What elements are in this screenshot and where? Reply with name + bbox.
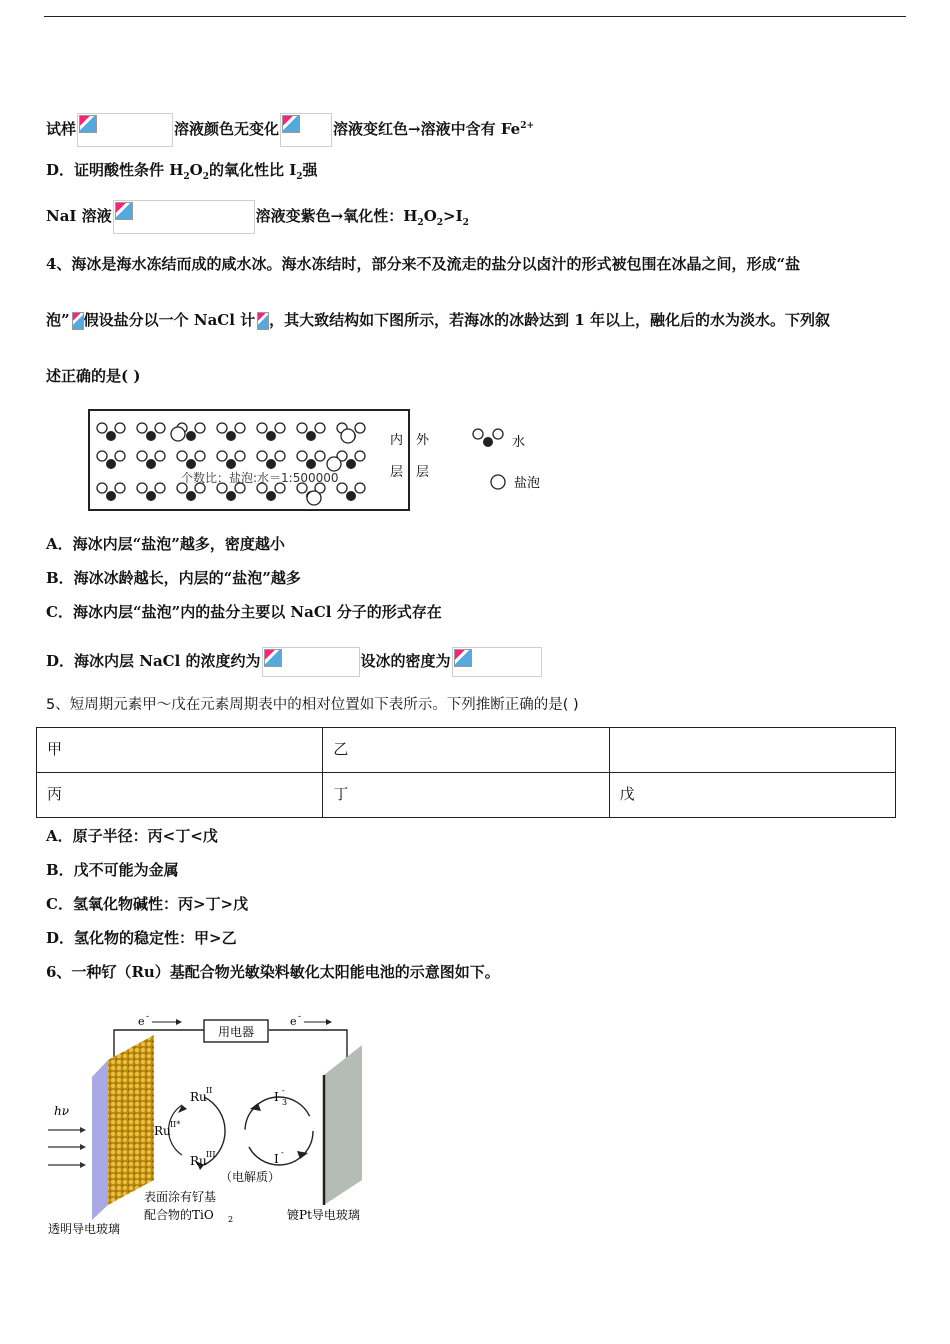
q4-stem-line3: 述正确的是( ) bbox=[46, 367, 141, 385]
text-sample: 试样 bbox=[46, 120, 77, 138]
outer-label-2: 层 bbox=[416, 465, 430, 480]
q4-text: 假设盐分以一个 NaCl 计 bbox=[83, 311, 256, 329]
subscript: 2 bbox=[417, 218, 424, 228]
right-glass-label: 镀Pt导电玻璃 bbox=[287, 1208, 360, 1222]
formula-image-placeholder bbox=[71, 311, 83, 331]
text-purple: O bbox=[423, 207, 437, 225]
option-d-text: 强 bbox=[302, 161, 318, 179]
text-purple: >I bbox=[443, 207, 463, 225]
formula-image-placeholder bbox=[113, 200, 255, 234]
triiodide-label: I bbox=[274, 1090, 279, 1104]
outer-label: 外 bbox=[416, 433, 430, 448]
periodic-position-table bbox=[36, 727, 896, 818]
iodide-label: I bbox=[274, 1152, 279, 1166]
coating-label-2: 配合物的TiO bbox=[144, 1208, 214, 1222]
q4-option-a: A．海冰内层“盐泡”越多，密度越小 bbox=[46, 535, 285, 553]
q5-option-c: C．氢氧化物碱性：丙>丁>戊 bbox=[46, 895, 249, 913]
ru3-sup: III bbox=[206, 1150, 216, 1159]
subscript: 2 bbox=[183, 172, 190, 182]
option-d-text: D．证明酸性条件 H bbox=[46, 161, 184, 179]
salt-bubble bbox=[327, 457, 341, 471]
salt-bubble bbox=[171, 427, 185, 441]
q4-text: 泡” bbox=[46, 311, 70, 329]
sea-ice-structure-figure bbox=[86, 404, 556, 514]
pt-conductive-glass bbox=[324, 1045, 362, 1205]
ru2-label: Ru bbox=[190, 1090, 207, 1104]
table-cell: 丙 bbox=[37, 773, 323, 818]
solar-cell-diagram bbox=[44, 1005, 374, 1237]
q6-stem: 6、一种钌（Ru）基配合物光敏染料敏化太阳能电池的示意图如下。 bbox=[46, 963, 500, 981]
subscript: 2 bbox=[462, 218, 469, 228]
q5-stem: 5、短周期元素甲～戊在元素周期表中的相对位置如下表所示。下列推断正确的是( ) bbox=[46, 697, 579, 713]
text-no-change: 溶液颜色无变化 bbox=[174, 120, 280, 138]
svg-text:-: - bbox=[281, 1148, 284, 1157]
table-row bbox=[37, 773, 896, 818]
light-label: hν bbox=[54, 1104, 70, 1118]
q4-option-d bbox=[46, 647, 543, 677]
electron-label-right: e bbox=[290, 1015, 297, 1028]
formula-image-placeholder bbox=[77, 113, 173, 147]
formula-image-placeholder bbox=[262, 647, 360, 677]
load-device-label: 用电器 bbox=[217, 1025, 255, 1039]
legend-salt-bubble bbox=[491, 475, 505, 489]
svg-text:-: - bbox=[146, 1012, 150, 1022]
formula-image-placeholder bbox=[280, 113, 332, 147]
reagent-line bbox=[46, 113, 534, 147]
coating-label-1: 表面涂有钌基 bbox=[144, 1190, 217, 1204]
legend-water-label: 水 bbox=[512, 435, 526, 450]
tio2-dye-layer bbox=[108, 1035, 154, 1205]
formula-image-placeholder bbox=[452, 647, 542, 677]
ru2-excited-label: Ru bbox=[154, 1124, 171, 1138]
table-cell: 丁 bbox=[323, 773, 609, 818]
subscript: 2 bbox=[436, 218, 444, 228]
superscript-charge: 2+ bbox=[520, 121, 535, 131]
option-d-text: 的氧化性比 I bbox=[209, 161, 297, 179]
table-cell: 乙 bbox=[323, 728, 609, 773]
subscript: 2 bbox=[202, 172, 210, 182]
q4-stem-line1: 4、海冰是海水冻结而成的咸水冰。海水冻结时，部分来不及流走的盐分以卤汁的形式被包围在冰晶之间，形成“盐 bbox=[46, 255, 801, 273]
coating-sub: 2 bbox=[228, 1215, 234, 1224]
triiodide-sub: 3 bbox=[282, 1098, 288, 1107]
q4-option-c: C．海冰内层“盐泡”内的盐分主要以 NaCl 分子的形式存在 bbox=[46, 603, 442, 621]
formula-image-placeholder bbox=[256, 311, 268, 331]
electrolyte-label: （电解质） bbox=[220, 1170, 281, 1184]
text-purple: 溶液变紫色→氧化性：H bbox=[255, 207, 418, 225]
q4-option-b: B．海冰冰龄越长，内层的“盐泡”越多 bbox=[46, 569, 301, 587]
legend-salt-label: 盐泡 bbox=[514, 476, 541, 491]
subscript: 2 bbox=[296, 172, 303, 182]
legend-water-molecule bbox=[473, 429, 503, 447]
q5-option-a: A．原子半径：丙<丁<戊 bbox=[46, 827, 218, 845]
inner-label: 内 bbox=[390, 433, 404, 448]
light-arrows bbox=[48, 1127, 86, 1168]
table-cell: 戊 bbox=[609, 773, 895, 818]
inner-label-2: 层 bbox=[390, 465, 404, 480]
table-cell: 甲 bbox=[37, 728, 323, 773]
svg-text:-: - bbox=[282, 1086, 285, 1095]
header-rule bbox=[44, 16, 906, 17]
q4-option-d-text: 设冰的密度为 bbox=[360, 652, 451, 670]
nai-line bbox=[46, 200, 469, 234]
option-d-text: O bbox=[189, 161, 203, 179]
prev-option-d bbox=[46, 160, 318, 187]
ru3-label: Ru bbox=[190, 1154, 207, 1168]
left-glass-label: 透明导电玻璃 bbox=[48, 1222, 121, 1236]
salt-bubble bbox=[341, 429, 355, 443]
transparent-conductive-glass bbox=[92, 1060, 108, 1220]
q5-option-d: D．氢化物的稳定性：甲>乙 bbox=[46, 929, 237, 947]
table-cell bbox=[609, 728, 895, 773]
ru2-excited-sup: II* bbox=[170, 1120, 181, 1129]
q5-option-b: B．戊不可能为金属 bbox=[46, 861, 179, 879]
text-turns-red: 溶液变红色→溶液中含有 Fe bbox=[333, 120, 521, 138]
svg-text:-: - bbox=[298, 1012, 302, 1022]
q4-stem-line2 bbox=[46, 310, 830, 331]
text-nai: NaI 溶液 bbox=[46, 207, 112, 225]
q4-text: ，其大致结构如下图所示，若海冰的冰龄达到 1 年以上，融化后的水为淡水。下列叙 bbox=[269, 311, 831, 329]
ru2-sup: II bbox=[206, 1086, 213, 1095]
salt-bubble bbox=[307, 491, 321, 505]
q4-option-d-text: D．海冰内层 NaCl 的浓度约为 bbox=[46, 652, 261, 670]
table-row bbox=[37, 728, 896, 773]
ratio-label: 个数比：盐泡:水＝1:500000 bbox=[181, 471, 339, 485]
electron-label-left: e bbox=[138, 1015, 145, 1028]
